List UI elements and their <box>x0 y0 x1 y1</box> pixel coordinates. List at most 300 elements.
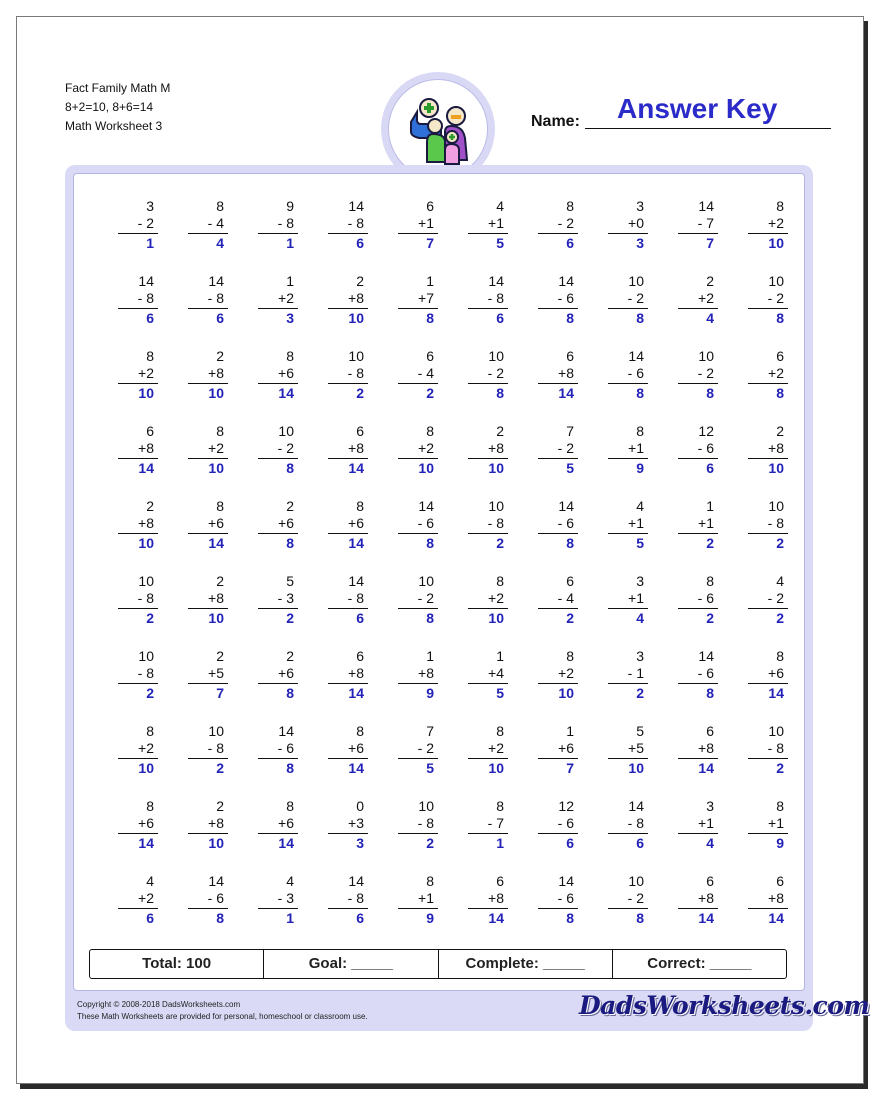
problem-top: 8 <box>216 198 224 214</box>
problem-operand: +1 <box>628 590 644 606</box>
answer-key-label: Answer Key <box>617 93 778 124</box>
problem-answer: 2 <box>356 385 364 401</box>
problem-top: 8 <box>356 723 364 739</box>
problem-top: 10 <box>278 423 294 439</box>
problem-top: 8 <box>496 573 504 589</box>
problem <box>118 723 158 777</box>
problem <box>328 648 368 702</box>
problem-operand: +8 <box>208 365 224 381</box>
problem-operand: +2 <box>278 290 294 306</box>
problem-top: 1 <box>286 273 294 289</box>
problem-top: 10 <box>138 648 154 664</box>
problem-operand: +6 <box>348 740 364 756</box>
problem-operand: +8 <box>138 440 154 456</box>
problem <box>258 798 298 852</box>
problem-answer: 9 <box>636 460 644 476</box>
problem-top: 14 <box>698 648 714 664</box>
problem-operand: +1 <box>418 215 434 231</box>
problem-top: 6 <box>566 348 574 364</box>
worksheet-number: Math Worksheet 3 <box>65 119 163 133</box>
problem <box>468 423 508 477</box>
problem-top: 2 <box>776 423 784 439</box>
problem <box>258 873 298 927</box>
problem-answer: 10 <box>768 235 784 251</box>
problem-operand: - 4 <box>207 215 224 231</box>
problem-top: 6 <box>706 723 714 739</box>
problem-answer: 4 <box>216 235 224 251</box>
problem-top: 8 <box>636 423 644 439</box>
problem-operand: - 8 <box>347 590 364 606</box>
problem <box>468 498 508 552</box>
problem-top: 3 <box>706 798 714 814</box>
problem-top: 14 <box>628 798 644 814</box>
problem-operand: - 2 <box>417 590 434 606</box>
problem-top: 2 <box>146 498 154 514</box>
problem-operand: +8 <box>348 290 364 306</box>
problem-answer: 8 <box>426 535 434 551</box>
problem-answer: 2 <box>286 610 294 626</box>
problem <box>608 498 648 552</box>
problem <box>748 423 788 477</box>
problem <box>188 723 228 777</box>
problem-operand: - 8 <box>207 740 224 756</box>
problem <box>748 198 788 252</box>
problem <box>118 423 158 477</box>
problem-answer: 2 <box>566 610 574 626</box>
problem <box>608 573 648 627</box>
problem-top: 10 <box>768 723 784 739</box>
problem-answer: 8 <box>566 310 574 326</box>
problem-operand: - 2 <box>767 590 784 606</box>
problem-top: 8 <box>146 798 154 814</box>
problem <box>538 873 578 927</box>
problem-answer: 8 <box>636 910 644 926</box>
worksheet-header <box>65 79 170 136</box>
problem-operand: - 6 <box>557 515 574 531</box>
problem-answer: 10 <box>348 310 364 326</box>
problem-top: 8 <box>216 498 224 514</box>
problem-operand: - 1 <box>627 665 644 681</box>
problem-answer: 5 <box>496 235 504 251</box>
problem-operand: - 2 <box>137 215 154 231</box>
problem <box>468 798 508 852</box>
problem-operand: +7 <box>418 290 434 306</box>
problem-top: 14 <box>558 498 574 514</box>
problem-operand: +8 <box>418 665 434 681</box>
problem <box>678 723 718 777</box>
problem-answer: 14 <box>138 460 154 476</box>
problem-top: 4 <box>636 498 644 514</box>
problem-top: 14 <box>558 273 574 289</box>
problem-operand: +8 <box>208 815 224 831</box>
problem <box>748 273 788 327</box>
problem <box>678 273 718 327</box>
problem-row <box>74 273 806 348</box>
problem-answer: 8 <box>706 685 714 701</box>
problem-top: 1 <box>426 273 434 289</box>
problem-row <box>74 423 806 498</box>
problem-operand: - 8 <box>137 665 154 681</box>
problem-row <box>74 348 806 423</box>
problem-answer: 10 <box>558 685 574 701</box>
problem-answer: 4 <box>636 610 644 626</box>
problem <box>608 798 648 852</box>
problem <box>188 273 228 327</box>
problem <box>188 198 228 252</box>
problem-answer: 14 <box>278 835 294 851</box>
problem-answer: 7 <box>426 235 434 251</box>
problem <box>258 723 298 777</box>
problem <box>538 723 578 777</box>
problem-answer: 14 <box>348 460 364 476</box>
problem <box>748 723 788 777</box>
problem-operand: +5 <box>628 740 644 756</box>
problem <box>748 573 788 627</box>
problem <box>608 648 648 702</box>
problem <box>258 573 298 627</box>
problem <box>328 198 368 252</box>
problem-operand: +6 <box>768 665 784 681</box>
problem-operand: - 6 <box>557 890 574 906</box>
problem-operand: +2 <box>768 365 784 381</box>
problem <box>258 273 298 327</box>
problem-answer: 14 <box>138 835 154 851</box>
problem-top: 6 <box>566 573 574 589</box>
problem-top: 14 <box>558 873 574 889</box>
problem-answer: 2 <box>776 535 784 551</box>
problem <box>188 573 228 627</box>
problem <box>118 873 158 927</box>
problem-answer: 6 <box>356 910 364 926</box>
problem-top: 1 <box>706 498 714 514</box>
problem <box>538 573 578 627</box>
problem-operand: +6 <box>138 815 154 831</box>
problem-top: 10 <box>768 273 784 289</box>
problem-operand: +8 <box>768 440 784 456</box>
problem-answer: 7 <box>216 685 224 701</box>
problem-top: 10 <box>488 348 504 364</box>
name-field[interactable] <box>585 128 831 129</box>
problem-top: 2 <box>216 798 224 814</box>
problem-answer: 10 <box>488 760 504 776</box>
problem <box>258 648 298 702</box>
problem <box>468 873 508 927</box>
problem-operand: - 2 <box>487 365 504 381</box>
problem <box>118 498 158 552</box>
problem-top: 8 <box>706 573 714 589</box>
problem-area <box>73 173 805 991</box>
problem-operand: +1 <box>768 815 784 831</box>
problem-answer: 14 <box>278 385 294 401</box>
problem-top: 14 <box>348 873 364 889</box>
problem <box>468 573 508 627</box>
problem-answer: 10 <box>768 460 784 476</box>
problem-top: 6 <box>146 423 154 439</box>
family-icon <box>388 79 488 179</box>
problem-answer: 5 <box>496 685 504 701</box>
problem <box>188 348 228 402</box>
problem <box>398 873 438 927</box>
problem-answer: 6 <box>146 910 154 926</box>
problem-operand: +1 <box>698 515 714 531</box>
problem-answer: 9 <box>426 910 434 926</box>
problem-top: 2 <box>706 273 714 289</box>
usage-notice: These Math Worksheets are provided for personal, homeschool or classroom use. <box>77 1012 368 1021</box>
problem-answer: 8 <box>286 535 294 551</box>
problem-answer: 8 <box>286 760 294 776</box>
problem <box>258 498 298 552</box>
problem-answer: 6 <box>356 610 364 626</box>
problem-answer: 4 <box>706 835 714 851</box>
problem-operand: - 8 <box>417 815 434 831</box>
problem-top: 14 <box>488 273 504 289</box>
problem-operand: +2 <box>488 590 504 606</box>
problem-top: 14 <box>418 498 434 514</box>
problem-top: 1 <box>426 648 434 664</box>
problem-operand: +1 <box>628 515 644 531</box>
problem-top: 10 <box>628 873 644 889</box>
problem-top: 10 <box>418 798 434 814</box>
problem <box>748 648 788 702</box>
problem-operand: - 4 <box>557 590 574 606</box>
problem-top: 2 <box>216 573 224 589</box>
problem-row <box>74 798 806 873</box>
problem-operand: +8 <box>348 440 364 456</box>
problem-top: 8 <box>496 798 504 814</box>
problem-top: 8 <box>286 798 294 814</box>
problem-operand: +6 <box>278 515 294 531</box>
problem <box>538 498 578 552</box>
problem-operand: - 8 <box>347 215 364 231</box>
problem-answer: 8 <box>426 610 434 626</box>
problem <box>328 423 368 477</box>
problem-top: 12 <box>698 423 714 439</box>
problem-answer: 6 <box>356 235 364 251</box>
problem-answer: 14 <box>768 910 784 926</box>
problem-answer: 2 <box>776 610 784 626</box>
problem-operand: +2 <box>138 365 154 381</box>
problem-operand: +6 <box>278 365 294 381</box>
problem-top: 0 <box>356 798 364 814</box>
problem-operand: - 8 <box>487 515 504 531</box>
problem <box>328 798 368 852</box>
problem-operand: - 6 <box>557 290 574 306</box>
problem-row <box>74 198 806 273</box>
problem <box>748 498 788 552</box>
problem-operand: - 2 <box>557 440 574 456</box>
problem-answer: 6 <box>706 460 714 476</box>
problem-operand: - 8 <box>767 515 784 531</box>
problem <box>538 648 578 702</box>
problem-operand: - 6 <box>277 740 294 756</box>
problem-operand: +6 <box>208 515 224 531</box>
problem <box>188 873 228 927</box>
problem-top: 8 <box>776 798 784 814</box>
problem-answer: 8 <box>636 385 644 401</box>
problem <box>678 348 718 402</box>
problem-operand: - 7 <box>487 815 504 831</box>
problem-operand: +8 <box>138 515 154 531</box>
problem-answer: 2 <box>216 760 224 776</box>
problem <box>398 423 438 477</box>
problem-operand: - 8 <box>207 290 224 306</box>
problem <box>258 198 298 252</box>
problem-answer: 3 <box>636 235 644 251</box>
problem-top: 9 <box>286 198 294 214</box>
problem-top: 1 <box>496 648 504 664</box>
problem-top: 6 <box>776 873 784 889</box>
problem-top: 5 <box>636 723 644 739</box>
correct-stat[interactable]: Correct: _____ <box>647 955 752 972</box>
problem-top: 12 <box>558 798 574 814</box>
problem-top: 2 <box>496 423 504 439</box>
problem <box>118 198 158 252</box>
problem-top: 7 <box>426 723 434 739</box>
problem-operand: +6 <box>278 665 294 681</box>
problem-answer: 8 <box>496 385 504 401</box>
problem-answer: 6 <box>636 835 644 851</box>
problem-answer: 6 <box>566 235 574 251</box>
problem-operand: +2 <box>488 740 504 756</box>
problem-answer: 14 <box>698 910 714 926</box>
problem-answer: 14 <box>348 685 364 701</box>
problem-operand: - 6 <box>697 665 714 681</box>
problem-answer: 6 <box>496 310 504 326</box>
problem-answer: 8 <box>566 910 574 926</box>
problem-operand: +8 <box>698 740 714 756</box>
problem-answer: 10 <box>208 835 224 851</box>
problem <box>608 723 648 777</box>
problem-answer: 6 <box>216 310 224 326</box>
problem-operand: +8 <box>558 365 574 381</box>
problem <box>118 798 158 852</box>
problem-top: 14 <box>348 573 364 589</box>
problem-operand: +6 <box>278 815 294 831</box>
problem <box>328 273 368 327</box>
problem-top: 2 <box>216 348 224 364</box>
problem-top: 2 <box>216 648 224 664</box>
problem-top: 14 <box>138 273 154 289</box>
problem-answer: 1 <box>146 235 154 251</box>
worksheet-subtitle: 8+2=10, 8+6=14 <box>65 100 154 114</box>
problem-operand: +3 <box>348 815 364 831</box>
problem-answer: 2 <box>146 610 154 626</box>
problem-answer: 6 <box>146 310 154 326</box>
problem-top: 4 <box>496 198 504 214</box>
problem-answer: 6 <box>566 835 574 851</box>
problem-answer: 8 <box>776 385 784 401</box>
problem-operand: - 4 <box>417 365 434 381</box>
problem-answer: 2 <box>706 610 714 626</box>
copyright-text: Copyright © 2008-2018 DadsWorksheets.com <box>77 1000 241 1009</box>
problem <box>678 198 718 252</box>
problem-operand: - 6 <box>557 815 574 831</box>
problem-top: 10 <box>138 573 154 589</box>
problem <box>398 498 438 552</box>
problem-top: 2 <box>286 498 294 514</box>
problem-answer: 4 <box>706 310 714 326</box>
problem <box>328 873 368 927</box>
problem-answer: 2 <box>426 835 434 851</box>
goal-stat[interactable]: Goal: _____ <box>264 950 438 978</box>
problem-top: 2 <box>286 648 294 664</box>
problem-operand: +1 <box>628 440 644 456</box>
problem <box>748 798 788 852</box>
problem-answer: 14 <box>698 760 714 776</box>
problem-operand: +8 <box>348 665 364 681</box>
problem-top: 6 <box>356 648 364 664</box>
problem-answer: 14 <box>488 910 504 926</box>
problem-top: 8 <box>566 198 574 214</box>
problem-top: 4 <box>776 573 784 589</box>
problem-answer: 2 <box>426 385 434 401</box>
problem-top: 14 <box>208 873 224 889</box>
problem-operand: - 2 <box>557 215 574 231</box>
problem-top: 14 <box>208 273 224 289</box>
problem <box>398 723 438 777</box>
problem <box>678 648 718 702</box>
problem-operand: +5 <box>208 665 224 681</box>
problem-answer: 8 <box>706 385 714 401</box>
problem <box>188 798 228 852</box>
problem <box>118 648 158 702</box>
problem-operand: +2 <box>418 440 434 456</box>
problem-operand: - 2 <box>277 440 294 456</box>
problem-top: 5 <box>286 573 294 589</box>
problem-top: 1 <box>566 723 574 739</box>
problem-answer: 14 <box>348 535 364 551</box>
problem-top: 3 <box>636 648 644 664</box>
problem <box>538 198 578 252</box>
problem-top: 6 <box>426 198 434 214</box>
problem-top: 4 <box>286 873 294 889</box>
problem <box>678 423 718 477</box>
problem <box>118 348 158 402</box>
problem <box>468 348 508 402</box>
problem <box>398 273 438 327</box>
problem-answer: 2 <box>146 685 154 701</box>
problem-row <box>74 573 806 648</box>
problem-operand: +6 <box>558 740 574 756</box>
complete-stat[interactable]: Complete: _____ <box>439 950 613 978</box>
problem-operand: - 3 <box>277 890 294 906</box>
problem-operand: - 6 <box>417 515 434 531</box>
problem-frame <box>65 165 870 1031</box>
problem-answer: 14 <box>208 535 224 551</box>
problem-top: 10 <box>768 498 784 514</box>
problem <box>398 573 438 627</box>
problem-operand: +8 <box>208 590 224 606</box>
problem-operand: - 8 <box>277 215 294 231</box>
problem-answer: 8 <box>286 460 294 476</box>
problem <box>538 423 578 477</box>
problem-top: 2 <box>356 273 364 289</box>
problem-operand: - 8 <box>627 815 644 831</box>
problem-top: 6 <box>356 423 364 439</box>
problem-answer: 2 <box>706 535 714 551</box>
problem <box>748 873 788 927</box>
problem <box>328 573 368 627</box>
problem-answer: 14 <box>768 685 784 701</box>
problem <box>188 648 228 702</box>
problem-top: 14 <box>278 723 294 739</box>
problem-operand: +0 <box>628 215 644 231</box>
problem-answer: 7 <box>706 235 714 251</box>
problem-operand: - 8 <box>347 890 364 906</box>
problem-top: 14 <box>348 198 364 214</box>
problem-operand: - 3 <box>277 590 294 606</box>
problem-top: 6 <box>426 348 434 364</box>
